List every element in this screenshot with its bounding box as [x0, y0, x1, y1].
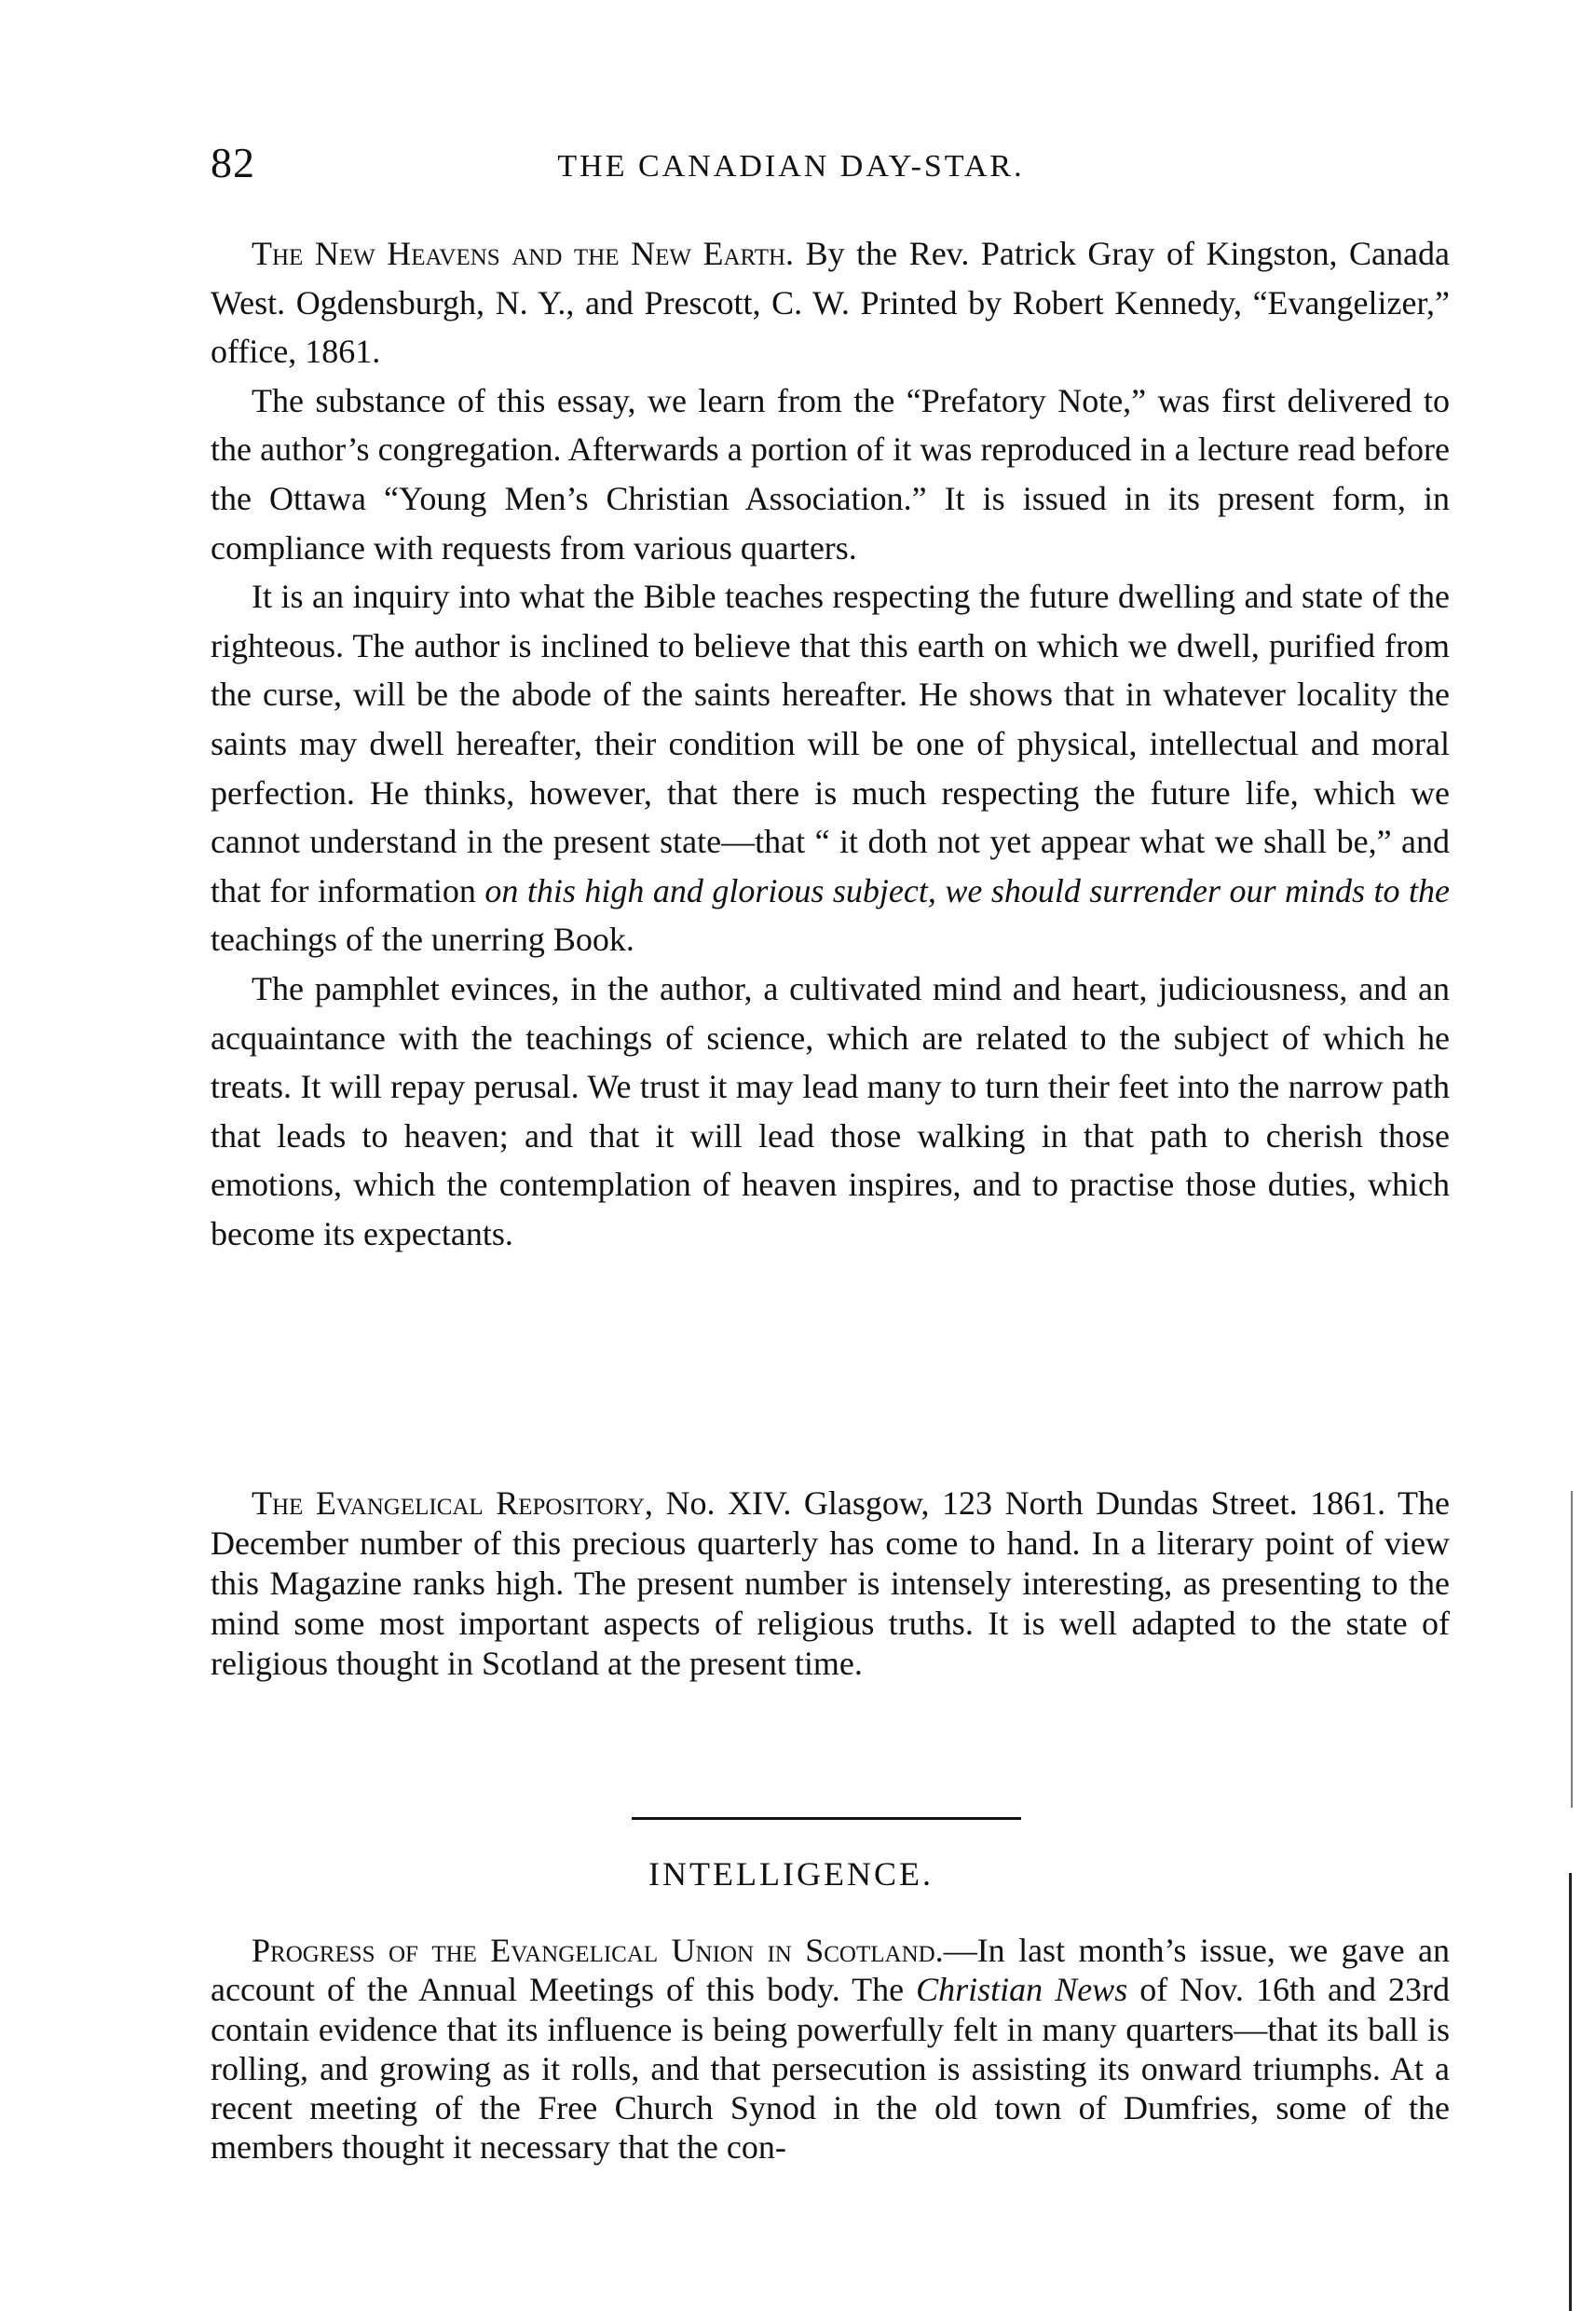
review-1-paragraph-2: The substance of this essay, we learn from the “Prefatory Note,” was first delivered to the author’s congregation. Afterwards a portion of it was reproduced in a lecture read before the Ottawa “Young Men’s Christian Association.” It is issued in its present form, in compliance with requests from various quarters.: [211, 381, 1450, 567]
review-1-paragraph-3: [211, 572, 1450, 964]
intelligence-item: [211, 1931, 1450, 2167]
intelligence-item-title: Progress of the Evangelical Union in Scotland.: [252, 1932, 944, 1969]
intelligence-heading: INTELLIGENCE.: [648, 1855, 934, 1893]
review-1-p3-italic: on this high and glorious subject, we should surrender our minds to the: [484, 871, 1450, 909]
review-2-title: The Evangelical Repository,: [252, 1484, 653, 1522]
running-head: THE CANADIAN DAY-STAR.: [557, 149, 1025, 184]
review-1-title: The New Heavens and the New Earth.: [252, 235, 795, 272]
page-number: 82: [211, 139, 255, 186]
review-new-heavens: [211, 229, 1450, 1258]
intelligence-section: [211, 1931, 1450, 2167]
review-1-p3-start: It is an inquiry into what the Bible teaches respecting the future dwelling and state of the righteous. The author is inclined to believe that this earth on which we dwell, purified from the curse, will be the abode of the saints hereafter. He shows that in whatever locality the saints may dwell hereafter, their condition will be one of physical, intellectual and moral perfection. He thinks, however, that there is much respecting the future life, which we cannot understand in the present state—that “ it doth not yet appear what we shall be,” and that for information: [211, 578, 1450, 909]
margin-mark-lower: [1569, 1873, 1572, 2311]
review-1-paragraph-4: The pamphlet evinces, in the author, a cultivated mind and heart, judiciousness, and an acquaintance with the teachings of science, which are related to the subject of which he treats. It will repay perusal. We trust it may lead many to turn their feet into the narrow path that leads to heaven; and that it will lead those walking in that path to cherish those emotions, which the contemplation of heaven inspires, and to practise those duties, which become its expectants.: [211, 969, 1450, 1252]
margin-mark-upper: [1571, 1491, 1573, 1808]
section-divider: [632, 1817, 1021, 1820]
intelligence-text-2: of Nov. 16th and 23rd contain evidence that its influence is being powerfully felt in many quarters—that its ball is rolling, and growing as it rolls, and that persecution is assisting its onward triumphs. At a recent meeting of the Free Church Synod in the old town of Dumfries, some of the members thought it necessary that the con-: [211, 1971, 1450, 2167]
review-1-citation: [211, 229, 1450, 376]
intelligence-text-1: —In last month’s issue, we gave an account of the Annual Meetings of this body. The: [211, 1932, 1450, 2009]
intelligence-italic: Christian News: [916, 1971, 1128, 2009]
review-2-paragraph: [211, 1483, 1450, 1684]
review-1-citation-text: By the Rev. Patrick Gray of Kingston, Canada West. Ogdensburgh, N. Y., and Prescott, C. W. Printed by Robert Kennedy, “Evangelizer,” office, 1861.: [211, 235, 1450, 371]
review-2-citation: No. XIV. Glasgow, 123 North Dundas Street. 1861. The December number of this precious quarterly has come to hand. In a literary point of view this Magazine ranks high. The present number is intensely interesting, as presenting to the mind some most important aspects of religious truths. It is well adapted to the state of religious thought in Scotland at the present time.: [211, 1484, 1450, 1682]
review-evangelical-repository: [211, 1483, 1450, 1684]
review-1-p3-end: teachings of the unerring Book.: [211, 921, 634, 959]
